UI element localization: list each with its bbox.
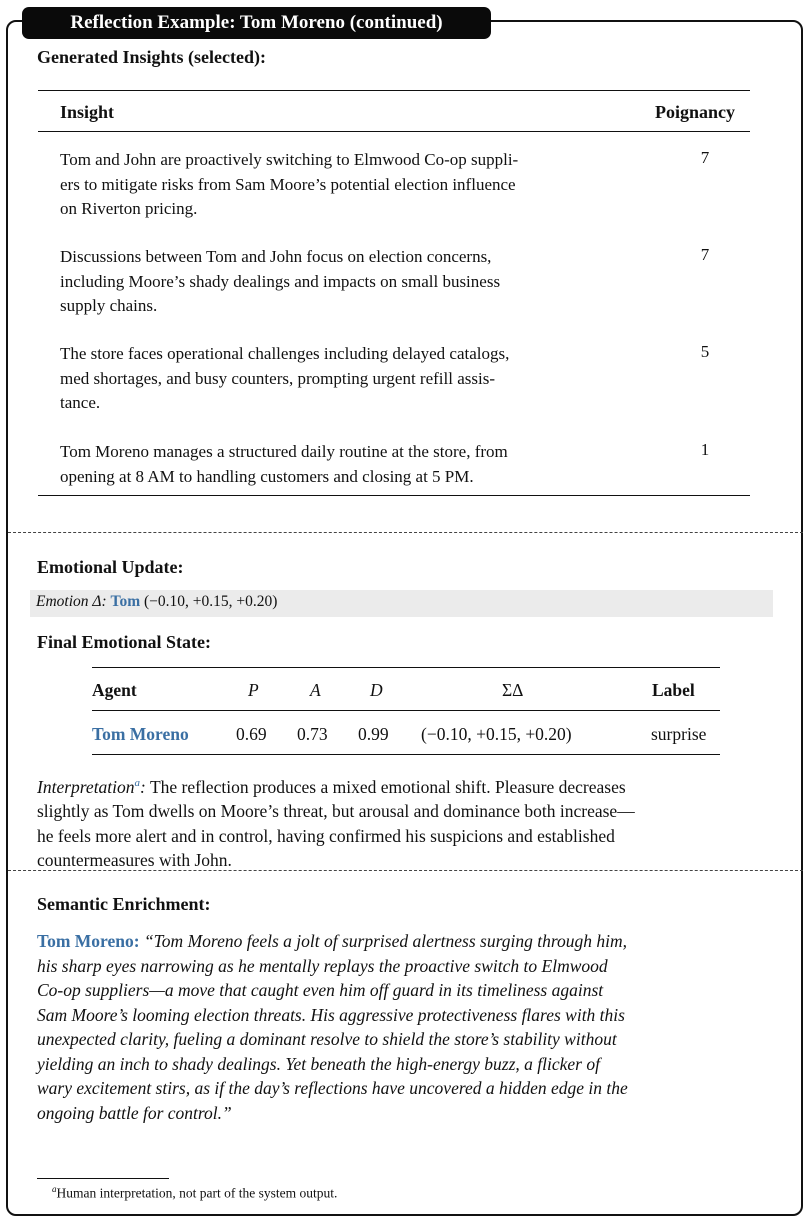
- state-col-sum: ΣΔ: [502, 680, 524, 700]
- state-col-a: A: [310, 680, 321, 700]
- poignancy-3: 5: [700, 342, 710, 361]
- state-sum-value: (−0.10, +0.15, +0.20): [421, 724, 572, 744]
- footnote: $^a$Human interpretation, not part of the system output.: [52, 1184, 338, 1201]
- table-bottom-rule: [38, 495, 750, 496]
- state-table-header-rule: [92, 710, 720, 711]
- table-top-rule: [38, 90, 750, 91]
- state-col-p: P: [248, 680, 259, 700]
- insights-heading: Generated Insights (selected):: [37, 47, 266, 67]
- poignancy-2: 7: [700, 245, 710, 264]
- state-col-label: Label: [652, 680, 695, 700]
- state-p-value: 0.69: [236, 724, 267, 744]
- final-state-heading: Final Emotional State:: [37, 632, 211, 652]
- state-a-value: 0.73: [297, 724, 328, 744]
- emotional-update-heading: Emotional Update:: [37, 557, 184, 577]
- emotion-delta-line: Emotion Δ: Tom (−0.10, +0.15, +0.20): [36, 593, 278, 610]
- semantic-paragraph: Tom Moreno: “Tom Moreno feels a jolt of surprised alertness surging through him, his sharp eyes narrowing as he mentally replays the proactive switch to Elmwood Co-op suppliers—a move that caught even him off guard in its timeliness against Sam Moore’s looming election threats. His aggressive protectiveness flares with this unexpected clarity, fueling a dominant resolve to shield the store’s stability without yielding an inch to shady dealings. Yet beneath the high-energy buzz, a flicker of wary excitement stirs, as if the day’s reflections have uncovered a hidden edge in the ongoing battle for control.”: [37, 931, 628, 1123]
- state-table-top-rule: [92, 667, 720, 668]
- insight-row-2: Discussions between Tom and John focus on election concerns, including Moore’s shady dealings and impacts on small business supply chains.: [60, 247, 501, 315]
- semantic-heading: Semantic Enrichment:: [37, 894, 211, 914]
- state-agent-name: Tom Moreno: [92, 724, 189, 744]
- state-table-bottom-rule: [92, 754, 720, 755]
- section-divider-1: [8, 532, 803, 533]
- section-divider-2: [8, 870, 803, 871]
- insight-row-1: Tom and John are proactively switching to Elmwood Co-op suppli- ers to mitigate risks from Sam Moore’s potential election influence on Riverton pricing.: [60, 150, 519, 218]
- table-header-rule: [38, 131, 750, 132]
- insight-row-3: The store faces operational challenges including delayed catalogs, med shortages, and busy counters, prompting urgent refill assis- tance.: [60, 344, 510, 412]
- state-label-value: surprise: [651, 724, 707, 744]
- footnote-rule: [37, 1178, 169, 1179]
- state-col-d: D: [370, 680, 383, 700]
- box-title: Reflection Example: Tom Moreno (continued): [22, 7, 491, 39]
- poignancy-1: 7: [700, 148, 710, 167]
- state-d-value: 0.99: [358, 724, 389, 744]
- poignancy-4: 1: [700, 440, 710, 459]
- col-poignancy-header: Poignancy: [655, 102, 736, 122]
- col-insight-header: Insight: [60, 102, 115, 122]
- insight-row-4: Tom Moreno manages a structured daily routine at the store, from opening at 8 AM to handling customers and closing at 5 PM.: [60, 442, 508, 486]
- state-col-agent: Agent: [92, 680, 137, 700]
- interpretation-paragraph: Interpretation$^a$: The reflection produces a mixed emotional shift. Pleasure decreases slightly as Tom dwells on Moore’s threat, but arousal and dominance both increase— he feels more alert and in control, having confirmed his suspicions and established countermeasures with John.: [37, 776, 635, 871]
